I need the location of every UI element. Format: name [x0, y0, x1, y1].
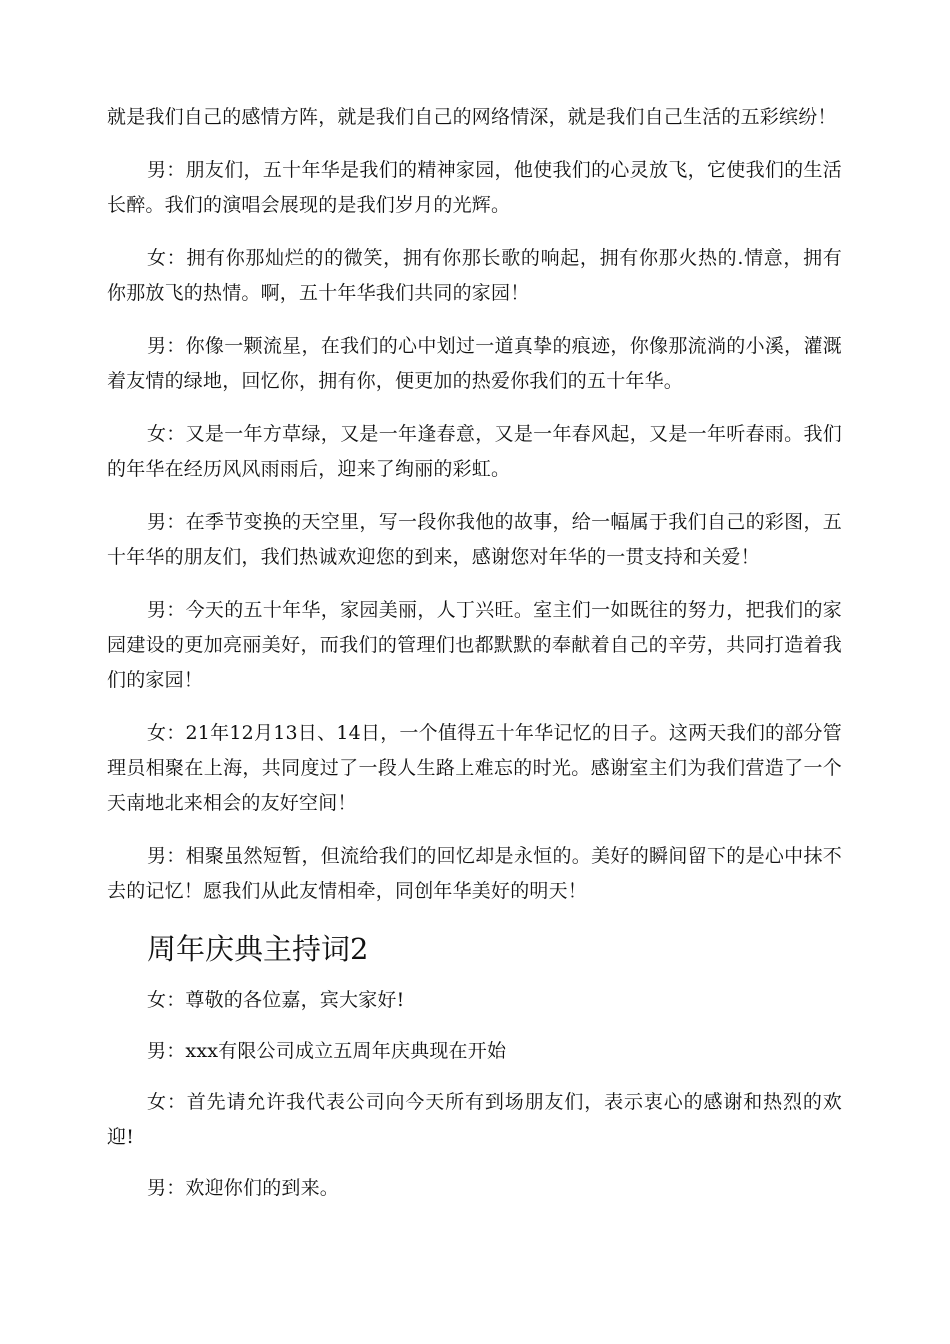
document-page [107, 100, 842, 1222]
paragraph-male-5: 男：相聚虽然短暂，但流给我们的回忆却是永恒的。美好的瞬间留下的是心中抹不去的记忆！愿我们从此友情相牵，同创年华美好的明天！ [107, 845, 842, 902]
paragraph-greeting: 女：尊敬的各位嘉，宾大家好! [147, 989, 405, 1011]
paragraph-male-4: 男：今天的五十年华，家园美丽，人丁兴旺。室主们一如既往的努力，把我们的家园建设的更加亮丽美好，而我们的管理们也都默默的奉献着自己的辛劳，共同打造着我们的家园！ [107, 599, 842, 691]
paragraph-welcome: 男：欢迎你们的到来。 [147, 1177, 340, 1199]
paragraph-male-1: 男：朋友们，五十年华是我们的精神家园，他使我们的心灵放飞，它使我们的生活长醉。我们的演唱会展现的是我们岁月的光辉。 [107, 159, 842, 216]
paragraph-female-3: 女：21年12月13日、14日，一个值得五十年华记忆的日子。这两天我们的部分管理员相聚在上海，共同度过了一段人生路上难忘的时光。感谢室主们为我们营造了一个天南地北来相会的友好空间！ [107, 722, 842, 814]
paragraph-continuation: 就是我们自己的感情方阵，就是我们自己的网络情深，就是我们自己生活的五彩缤纷！ [107, 106, 837, 128]
paragraph-male-2: 男：你像一颗流星，在我们的心中划过一道真挚的痕迹，你像那流淌的小溪，灌溉着友情的绿地，回忆你，拥有你，便更加的热爱你我们的五十年华。 [107, 335, 842, 392]
section-heading: 周年庆典主持词2 [147, 932, 369, 966]
paragraph-opening: 男：xxx有限公司成立五周年庆典现在开始 [147, 1040, 507, 1062]
paragraph-female-1: 女：拥有你那灿烂的的微笑，拥有你那长歌的响起，拥有你那火热的.情意，拥有你那放飞的热情。啊，五十年华我们共同的家园！ [107, 247, 842, 304]
paragraph-thanks: 女：首先请允许我代表公司向今天所有到场朋友们，表示衷心的感谢和热烈的欢迎! [107, 1091, 842, 1148]
paragraph-male-3: 男：在季节变换的天空里，写一段你我他的故事，给一幅属于我们自己的彩图，五十年华的朋友们，我们热诚欢迎您的到来，感谢您对年华的一贯支持和关爱！ [107, 511, 842, 568]
paragraph-female-2: 女：又是一年方草绿，又是一年逢春意，又是一年春风起，又是一年听春雨。我们的年华在经历风风雨雨后，迎来了绚丽的彩虹。 [107, 423, 842, 480]
